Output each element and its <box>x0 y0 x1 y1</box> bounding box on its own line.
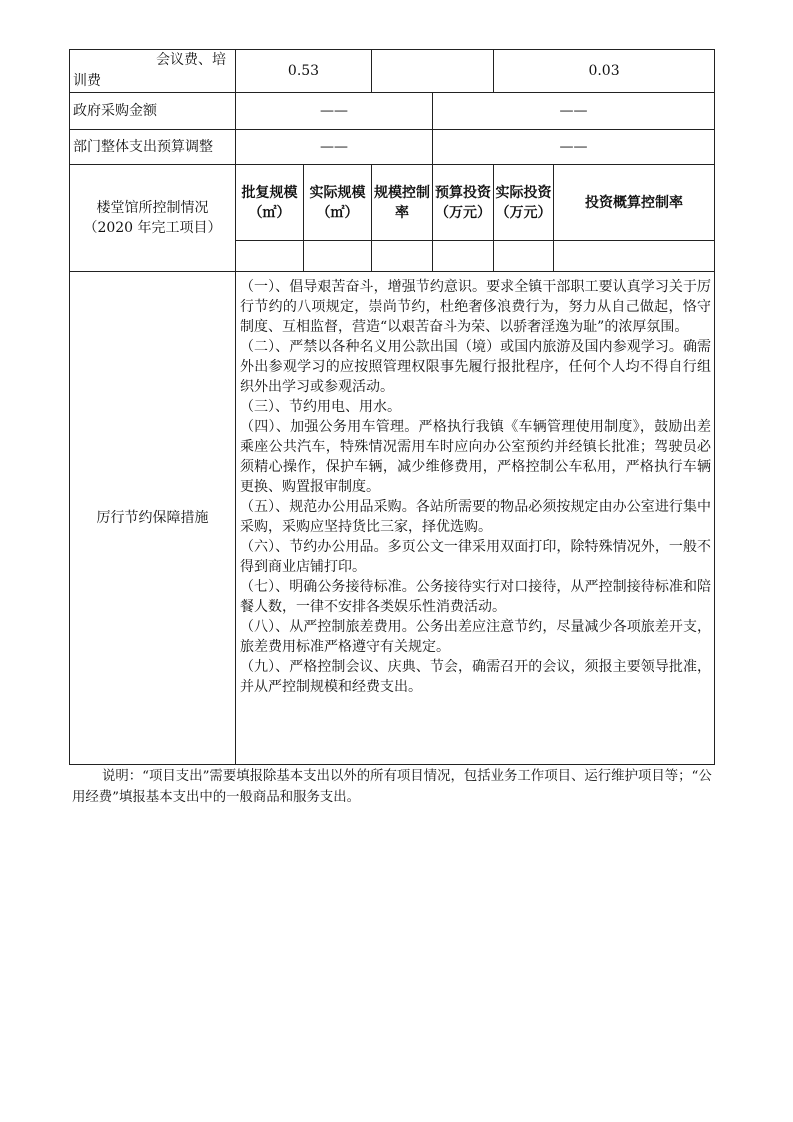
measure-item: （八）、从严控制旅差费用。公务出差应注意节约，尽量减少各项旅差开支，旅差费用标准严格遵守有关规定。 <box>240 619 712 655</box>
expenditure-table <box>69 49 715 765</box>
measure-item: （五）、规范办公用品采购。各站所需要的物品必须按规定由办公室进行集中采购，采购应坚持货比三家，择优选购。 <box>240 499 712 535</box>
meeting-fee-mid-value <box>372 50 494 93</box>
meeting-fee-label-line2: 训费 <box>73 73 101 89</box>
header-investment-control-rate: 投资概算控制率 <box>554 165 715 241</box>
budget-adjustment-budget-value: —— <box>236 130 433 165</box>
measure-item: （七）、明确公务接待标准。公务接待实行对口接待，从严控制接待标准和陪餐人数，一律不安排各类娱乐性消费活动。 <box>240 579 712 615</box>
table-row-budget-adjustment <box>70 130 715 165</box>
measure-item: （四）、加强公务用车管理。严格执行我镇《车辆管理使用制度》，鼓励出差乘座公共汽车，特殊情况需用车时应向办公室预约并经镇长批准；驾驶员必须精心操作，保护车辆，减少维修费用，严格控制公车私用，严格执行车辆更换、购置报审制度。 <box>240 419 712 495</box>
venue-control-label-line2: （2020 年完工项目） <box>83 220 222 236</box>
measure-item: （二）、严禁以各种名义用公款出国（境）或国内旅游及国内参观学习。确需外出参观学习的应按照管理权限事先履行报批程序，任何个人均不得自行组织外出学习或参观活动。 <box>240 339 712 395</box>
budget-adjustment-label: 部门整体支出预算调整 <box>70 130 236 165</box>
thrift-measures-label: 厉行节约保障措施 <box>70 272 236 765</box>
table-row-meeting-fee <box>70 50 715 93</box>
venue-control-label <box>70 165 236 272</box>
actual-investment-value <box>494 241 554 272</box>
measure-item: （九）、严格控制会议、庆典、节会，确需召开的会议，须报主要领导批准，并从严控制规模和经费支出。 <box>240 659 712 695</box>
table-row-procurement <box>70 93 715 130</box>
measure-item: （三）、节约用电、用水。 <box>240 399 401 415</box>
actual-scale-value <box>304 241 372 272</box>
approved-scale-value <box>236 241 304 272</box>
procurement-budget-value: —— <box>236 93 433 130</box>
header-actual-scale: 实际规模（㎡） <box>304 165 372 241</box>
budget-investment-value <box>433 241 494 272</box>
measure-item: （六）、节约办公用品。多页公文一律采用双面打印，除特殊情况外，一般不得到商业店铺打印。 <box>240 539 712 575</box>
meeting-fee-label <box>70 50 236 93</box>
meeting-fee-actual-value: 0.03 <box>494 50 715 93</box>
measure-item: （一）、倡导艰苦奋斗，增强节约意识。要求全镇干部职工要认真学习关于厉行节约的八项规定，崇尚节约，杜绝奢侈浪费行为，努力从自己做起，恪守制度、互相监督，营造“以艰苦奋斗为荣、以骄奢淫逸为耻”的浓厚氛围。 <box>240 279 712 335</box>
venue-control-label-line1: 楼堂馆所控制情况 <box>96 200 209 216</box>
meeting-fee-budget-value: 0.53 <box>236 50 372 93</box>
meeting-fee-label-line1: 会议费、培 <box>156 52 226 68</box>
header-actual-investment: 实际投资（万元） <box>494 165 554 241</box>
procurement-label: 政府采购金额 <box>70 93 236 130</box>
scale-control-rate-value <box>372 241 433 272</box>
thrift-measures-content <box>236 272 715 765</box>
procurement-actual-value: —— <box>433 93 715 130</box>
header-budget-investment: 预算投资（万元） <box>433 165 494 241</box>
header-scale-control-rate: 规模控制率 <box>372 165 433 241</box>
table-row-thrift-measures <box>70 272 715 765</box>
investment-control-rate-value <box>554 241 715 272</box>
budget-adjustment-actual-value: —— <box>433 130 715 165</box>
table-row-venue-headers <box>70 165 715 241</box>
footnote: 说明：“项目支出”需要填报除基本支出以外的所有项目情况，包括业务工作项目、运行维护项目等；“公用经费”填报基本支出中的一般商品和服务支出。 <box>72 769 712 805</box>
header-approved-scale: 批复规模（㎡） <box>236 165 304 241</box>
